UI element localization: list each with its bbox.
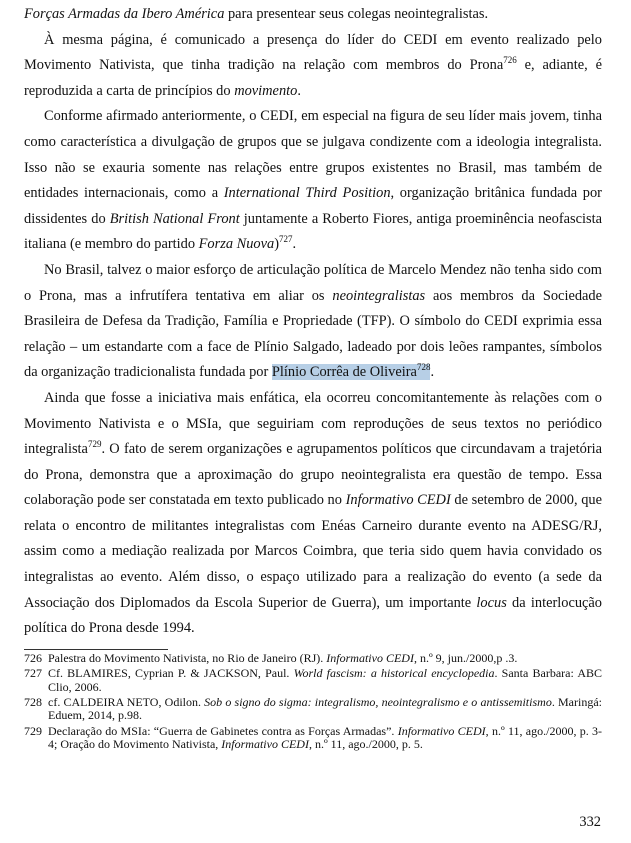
text-run: Ainda que fosse a iniciativa mais enfática, ela ocorreu concomitantemente às relações com o Movimento Nativista e o MSIa, que seguiriam com reproduções de seus textos no periódico integralista — [24, 389, 602, 458]
footnote-ref[interactable]: 726 — [503, 55, 517, 66]
footnote — [24, 725, 602, 752]
italic-text: neointegralistas — [332, 287, 426, 304]
text-run: Declaração do MSIa: “Guerra de Gabinetes contra as Forças Armadas”. — [48, 723, 398, 738]
paragraph — [24, 386, 602, 642]
italic-text: Sob o signo do sigma: integralismo, neointegralismo e o antissemitismo — [204, 695, 552, 710]
text-run: para presentear seus colegas neointegralistas. — [224, 6, 489, 22]
italic-text: Informativo CEDI — [221, 737, 309, 752]
text-run: ) — [274, 236, 279, 253]
text-run: e, adiante, é reproduzida a carta de princípios do — [24, 57, 602, 99]
paragraph — [24, 258, 602, 386]
text-run: . O fato de serem organizações e agrupamentos políticos que circundavam a trajetória do Prona, demonstra que a aproximação do grupo neointegralista era questão de tempo. Essa colaboração pode ser constatada em texto publicado no — [24, 441, 602, 509]
text-run: aos membros da Sociedade Brasileira de Defesa da Tradição, Família e Propriedade (TFP). O símbolo do CEDI exprimia essa relação – um estandarte com a face de Plínio Salgado, ladeado por dois leões rampantes, símbolos da organização tradicionalista fundada por — [24, 287, 602, 381]
italic-text: World fascism: a historical encyclopedia — [293, 666, 495, 681]
footnote-number: 728 — [24, 695, 42, 710]
highlighted-text: Plínio Corrêa de Oliveira — [271, 364, 417, 381]
italic-text: British National Front — [109, 210, 240, 227]
footnote-number: 726 — [24, 650, 42, 665]
footnote — [24, 652, 602, 665]
text-run: Conforme afirmado anteriormente, o CEDI, em especial na figura de seu líder mais jovem, tinha como característica a divulgação de grupos que se julgava condizente com a ideologia integralista. Isso não se exauria somente nas relações entre grupos existentes no Brasil, mas também de entidades internacionais, como a — [24, 108, 602, 202]
footnote — [24, 667, 602, 694]
text-run: , n.º 11, ago./2000, p. 5. — [308, 737, 423, 752]
italic-text: Informativo CEDI — [345, 492, 451, 509]
text-run: , n.º 11, ago./2000, p. 3-4; Oração do Movimento Nativista, — [48, 723, 603, 752]
paragraph — [24, 104, 602, 258]
footnotes — [24, 652, 602, 752]
footnote-number: 727 — [24, 666, 42, 681]
text-run: Palestra do Movimento Nativista, no Rio de Janeiro (RJ). — [48, 650, 327, 665]
footnote-ref[interactable]: 729 — [87, 439, 102, 450]
body-text — [24, 2, 602, 642]
text-run: Cf. BLAMIRES, Cyprian P. & JACKSON, Paul. — [48, 666, 294, 681]
italic-text: International Third Position — [223, 185, 391, 202]
text-selection-highlight[interactable] — [272, 364, 431, 380]
text-run: No Brasil, talvez o maior esforço de articulação política de Marcelo Mendez não tenha sido com o Prona, mas a infrutífera tentativa em aliar os — [24, 261, 602, 304]
document-page — [24, 0, 602, 752]
paragraph-continued — [24, 2, 602, 28]
footnote-separator — [24, 649, 168, 650]
text-run: . Maringá: Eduem, 2014, p.98. — [48, 695, 602, 723]
text-run: da interlocução política do Prona desde 1994. — [24, 594, 602, 637]
footnote-ref[interactable]: 727 — [279, 234, 293, 245]
text-run: À mesma página, é comunicado a presença do líder do CEDI em evento realizado pelo Movimento Nativista, que tinha tradição na relação com membros do Prona — [24, 31, 602, 74]
italic-text: locus — [476, 594, 507, 611]
footnote — [24, 696, 602, 723]
text-run: . — [430, 364, 435, 381]
text-run: cf. CALDEIRA NETO, Odilon. — [48, 695, 205, 710]
text-run: . — [292, 236, 297, 253]
italic-text: Forza Nuova — [198, 236, 275, 253]
text-run: de setembro de 2000, que relata o encontro de militantes integralistas com Enéas Carneiro durante evento na ADESG/RJ, assim como a mediação realizada por Marcos Coimbra, que teria sido quem havia convidado os integralistas ao evento. Além disso, o espaço utilizado para a realização do evento (a sede da Associação dos Diplomados da Escola Superior de Guerra), um importante — [24, 492, 602, 611]
italic-text: Informativo CEDI — [326, 650, 414, 665]
footnote-number: 729 — [24, 723, 42, 738]
page-number: 332 — [579, 814, 601, 830]
text-run: juntamente a Roberto Fiores, antiga proeminência neofascista italiana (e membro do partido — [24, 210, 602, 253]
text-run: , n.º 9, jun./2000,p .3. — [413, 650, 518, 665]
text-run: . Santa Barbara: ABC Clio, 2006. — [48, 666, 603, 694]
italic-text: Informativo CEDI — [397, 723, 486, 738]
text-run: . — [297, 82, 301, 99]
paragraph — [24, 28, 602, 105]
footnote-ref[interactable]: 728 — [416, 362, 431, 373]
text-run: , organização britânica fundada por dissidentes do — [24, 185, 602, 227]
italic-text: Forças Armadas da Ibero América — [24, 6, 225, 22]
italic-text: movimento — [234, 82, 298, 99]
